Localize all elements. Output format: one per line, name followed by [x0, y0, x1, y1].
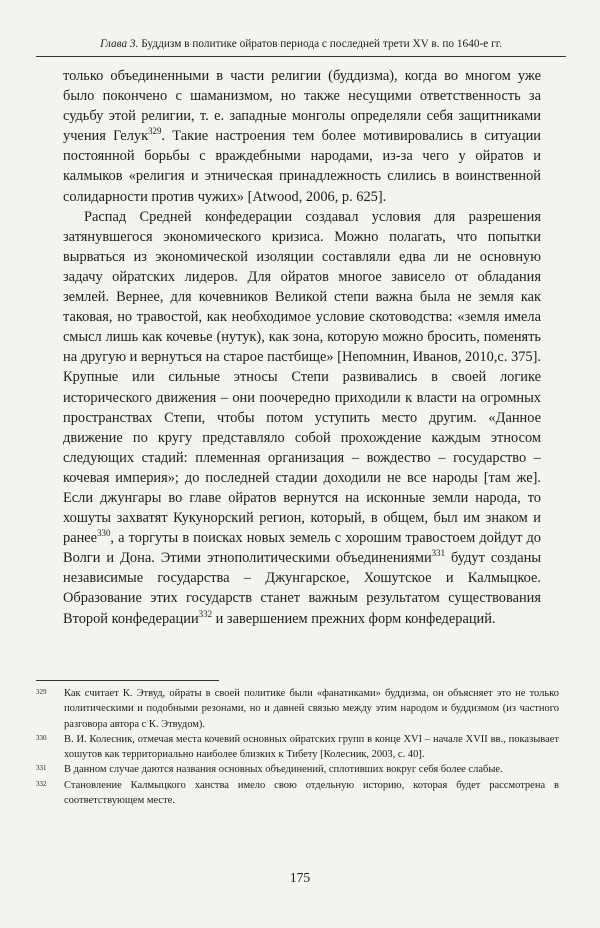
footnote: [36, 686, 559, 732]
body-text: [63, 66, 541, 629]
footnote-ref-330[interactable]: 330: [97, 528, 111, 539]
footnote-number: 331: [36, 764, 47, 773]
header-rule: [36, 56, 566, 57]
footnotes: [36, 686, 559, 808]
chapter-title: Буддизм в политике ойратов периода с последней трети XV в. по 1640-е гг.: [141, 38, 502, 50]
footnote: [36, 778, 559, 809]
footnote-ref-329[interactable]: 329: [148, 126, 162, 137]
page-number: 175: [289, 870, 311, 885]
running-header: [36, 38, 566, 50]
paragraph-2: Распад Средней конфедерации создавал условия для разрешения затянувшегося экономического кризиса. Можно полагать, что попытки вырваться из экономической изоляции составляли едва ли не основную задачу ойратских лидеров. Для ойратов многое зависело от обладания землей. Вернее, для кочевников Великой степи важна была не земля как таковая, но травостой, как необходимое условие скотоводства: «земля имела смысл лишь как кочевье (нутук), как зона, которую можно бросить, поменять на другую и вернуться на старое пастбище» [Непомнин, Иванов, 2010,с. 375]. Крупные или сильные этносы Степи развивались в своей логике исторического движения – они поочередно приходили к власти на огромных пространствах Степи, чтобы потом уступить место другим. «Данное движение по кругу представляло собой прохождение каждым этносом следующих стадий: племенная организация – вождество – государство – кочевая империя»; до последней стадии доходили не все народы [там же]. Если джунгары во главе ойратов вернутся на исконные земли народа, то хошуты захватят Кукунорский регион, который, в общем, был им знаком и ранее$^{330}$, а торгуты в поисках новых земель с хорошим травостоем дойдут до Волги и Дона. Этими этнополитическими объединениями$^{331}$ будут созданы независимые государства – Джунгарское, Хошутское и Калмыцкое. Образование этих государств станет важным результатом существования Второй конфедерации$^{332}$ и завершением прежних форм конфедераций.: [63, 208, 541, 627]
footnote-separator: [36, 680, 219, 681]
footnote-number: 332: [36, 779, 47, 788]
footnote-text: Как считает К. Этвуд, ойраты в своей политике были «фанатиками» буддизма, он объясняет это не только политическими и подобными резонами, но и давней связью между этим народом и буддизмом (из частного разговора автора с К. Этвудом).: [64, 688, 559, 730]
footnote-text: В. И. Колесник, отмечая места кочевий основных ойратских групп в конце XVI – начале XVII вв., показывает хошутов как территориально наиболее близких к Тибету [Колесник, 2003, с. 40].: [64, 733, 559, 761]
chapter-label: Глава 3.: [100, 38, 139, 50]
footnote-ref-331[interactable]: 331: [431, 548, 446, 559]
footnote: [36, 732, 559, 763]
footnote-number: 330: [36, 733, 47, 742]
footnote: [36, 762, 559, 777]
footnote-text: Становление Калмыцкого ханства имело свою отдельную историю, которая будет рассмотрена в соответствующем месте.: [64, 779, 559, 807]
footnote-text: В данном случае даются названия основных объединений, сплотивших вокруг себя более слабые.: [64, 764, 503, 776]
paragraph-1: только объединенными в части религии (буддизма), когда во многом уже было покончено с шаманизмом, но также несущими ответственность за судьбу этой религии, т. е. западные монголы определяли себя защитниками учения Гелук$^{329}$. Такие настроения тем более мотивировались в ситуации постоянной борьбы с враждебными народами, из-за чего у ойратов и калмыков «религия и этническая принадлежность слились в воинственной солидарности против чужих» [Atwood, 2006, p. 625].: [63, 68, 541, 205]
footnote-number: 329: [36, 688, 47, 696]
footnote-ref-332[interactable]: 332: [198, 608, 213, 619]
